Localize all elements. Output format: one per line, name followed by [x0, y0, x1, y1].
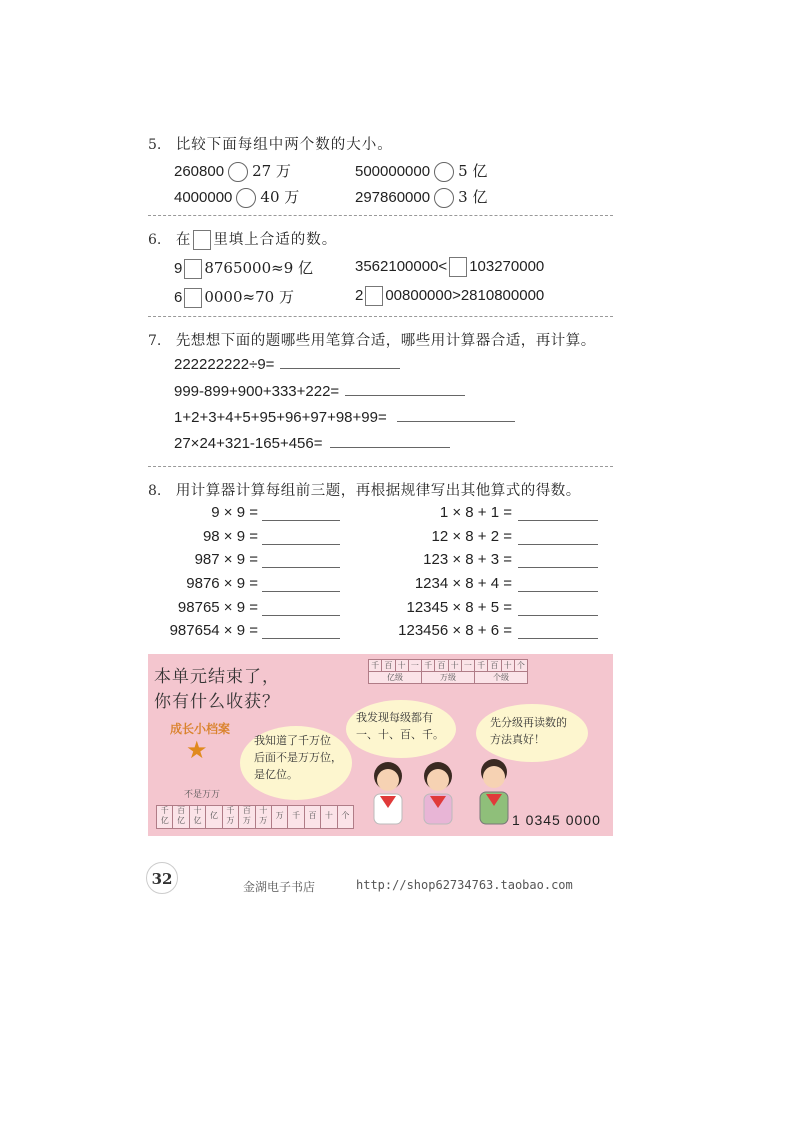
- growth-file-badge: 成长小档案: [170, 722, 231, 736]
- compare-circle[interactable]: [236, 188, 256, 208]
- place-levels-row: 亿级 万级 个级: [369, 672, 527, 683]
- q8-left-1: 9 × 9 =: [211, 504, 258, 521]
- q8-heading: [148, 479, 581, 500]
- answer-line[interactable]: [518, 638, 598, 639]
- place-value-chart-bottom: 千亿 百亿 十亿 亿 千万 百万 十万 万 千 百 十 个: [156, 805, 354, 829]
- fill-box[interactable]: [449, 257, 467, 277]
- answer-line[interactable]: [518, 567, 598, 568]
- answer-line[interactable]: [518, 591, 598, 592]
- q6-heading: 6. 在 里填上合适的数。: [148, 228, 337, 250]
- q8-number: 8.: [148, 483, 162, 499]
- compare-circle[interactable]: [434, 162, 454, 182]
- fill-box[interactable]: [184, 259, 202, 279]
- separated-number: 1 0345 0000: [512, 812, 601, 828]
- q8-title: 用计算器计算每组前三题，再根据规律写出其他算式的得数。: [175, 483, 581, 499]
- q8-left-3: 987 × 9 =: [194, 551, 258, 568]
- divider: [148, 466, 613, 467]
- answer-line[interactable]: [345, 381, 465, 396]
- fill-box[interactable]: [184, 288, 202, 308]
- q5-title: 比较下面每组中两个数的大小。: [175, 137, 393, 153]
- answer-line[interactable]: [262, 638, 340, 639]
- speech-bubble-3: 先分级再读数的 方法真好！: [476, 704, 588, 762]
- place-units-row: 千 百 十 一 千 百 十 一 千 百 十 个: [369, 660, 527, 672]
- answer-line[interactable]: [330, 433, 450, 448]
- q7-item-4: 27×24+321-165+456=: [174, 433, 450, 452]
- q8-right-4: 1234 × 8 + 4 =: [414, 575, 512, 592]
- place-value-chart-top: [368, 659, 528, 684]
- store-name: 金湖电子书店: [243, 880, 316, 894]
- q8-right-5: 12345 × 8 + 5 =: [406, 599, 512, 616]
- q5-number: 5.: [148, 137, 162, 153]
- speech-bubble-2: 我发现每级都有 一、十、百、千。: [346, 700, 456, 758]
- answer-line[interactable]: [397, 407, 515, 422]
- q8-left-6: 987654 × 9 =: [169, 622, 258, 639]
- fill-box[interactable]: [365, 286, 383, 306]
- speech-bubble-1: 我知道了千万位 后面不是万万位， 是亿位。: [240, 726, 352, 800]
- answer-line[interactable]: [518, 544, 598, 545]
- store-url[interactable]: http://shop62734763.taobao.com: [356, 878, 573, 892]
- star-icon: ★: [186, 737, 208, 764]
- q8-right-6: 123456 × 8 + 6 =: [398, 622, 512, 639]
- q6-number: 6.: [148, 232, 162, 248]
- q5-item-1: 260800 27 万: [174, 160, 291, 182]
- compare-circle[interactable]: [434, 188, 454, 208]
- answer-line[interactable]: [262, 544, 340, 545]
- q5-item-2: 500000000 5 亿: [355, 160, 487, 182]
- q8-left-4: 9876 × 9 =: [186, 575, 258, 592]
- q7-item-2: 999-899+900+333+222=: [174, 381, 465, 400]
- q8-left-2: 98 × 9 =: [202, 528, 258, 545]
- q7-heading: [148, 329, 596, 350]
- q5-item-3: 4000000 40 万: [174, 186, 299, 208]
- answer-line[interactable]: [518, 615, 598, 616]
- summary-heading-1: 本单元结束了，: [154, 667, 280, 687]
- q8-right-2: 12 × 8 + 2 =: [431, 528, 512, 545]
- answer-line[interactable]: [518, 520, 598, 521]
- q7-number: 7.: [148, 333, 162, 349]
- q6-item-2: 3562100000< 103270000: [355, 257, 544, 277]
- divider: [148, 316, 613, 317]
- q6-item-1: 9 8765000≈9 亿: [174, 257, 313, 279]
- answer-line[interactable]: [262, 615, 340, 616]
- summary-heading-2: 你有什么收获？: [154, 692, 280, 712]
- boy-figure: [480, 759, 508, 824]
- blank-box-example: [193, 230, 211, 250]
- answer-line[interactable]: [262, 520, 340, 521]
- girl-figure: [374, 762, 402, 824]
- q6-item-3: 6 0000≈70 万: [174, 286, 294, 308]
- answer-line[interactable]: [262, 591, 340, 592]
- q5-heading: [148, 133, 393, 154]
- compare-circle[interactable]: [228, 162, 248, 182]
- q7-item-3: 1+2+3+4+5+95+96+97+98+99=: [174, 407, 515, 426]
- q5-item-4: 297860000 3 亿: [355, 186, 487, 208]
- q8-right-3: 123 × 8 + 3 =: [423, 551, 512, 568]
- q8-right-1: 1 × 8 + 1 =: [439, 504, 512, 521]
- answer-line[interactable]: [280, 354, 400, 369]
- girl-figure-2: [424, 762, 452, 824]
- q7-item-1: 222222222÷9=: [174, 354, 400, 373]
- answer-line[interactable]: [262, 567, 340, 568]
- q6-item-4: 2 00800000>2810800000: [355, 286, 544, 306]
- q7-title: 先想想下面的题哪些用笔算合适，哪些用计算器合适，再计算。: [175, 333, 596, 349]
- children-illustration: [366, 754, 526, 834]
- divider: [148, 215, 613, 216]
- page-number: 32: [146, 862, 178, 894]
- note-label: 不是万万: [184, 790, 221, 800]
- unit-summary-panel: [148, 654, 613, 836]
- q8-left-5: 98765 × 9 =: [177, 599, 258, 616]
